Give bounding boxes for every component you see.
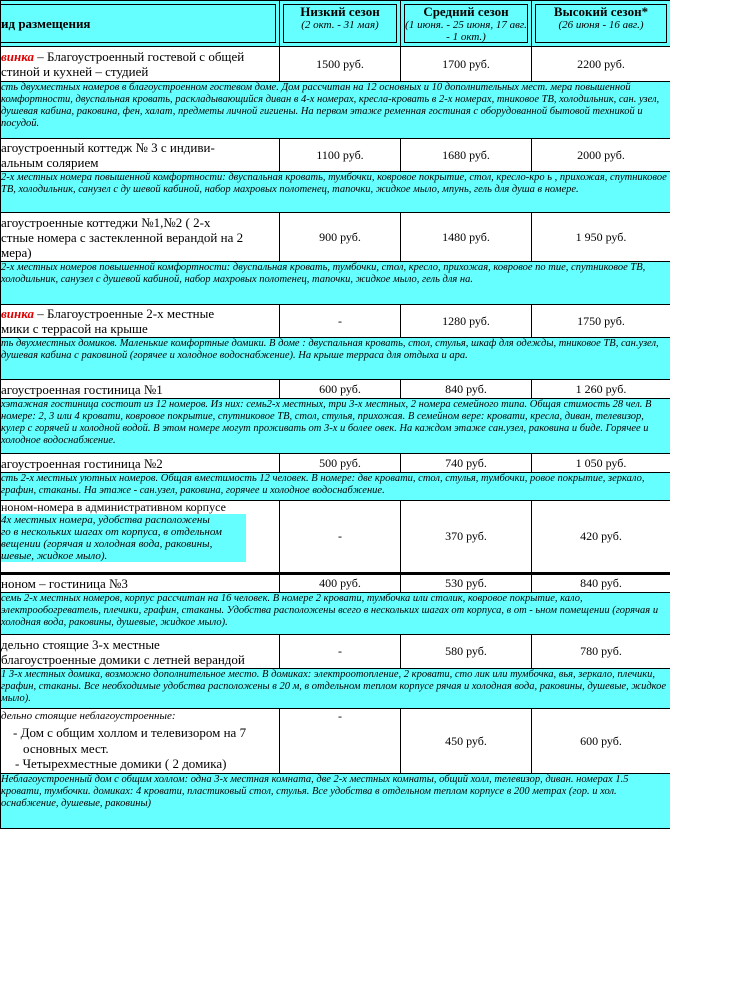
price-high: 2200 руб.: [532, 47, 671, 82]
description-text: хэтажная гостиница состоит из 12 номеров. Из них: семь2-х местных, три 3-х местных, 2 номера семейного типа. Общая стимость 28 чел. В номере: 2, 3 или 4 кровати, ковровое покрытие, спутниковое ТВ, стол, стулья, прихожая. В семейном вере: кровати, кресла, диван, телевизор, кулер с горячей и холодной водой. В этом номере могут проживать от 3-х и более овек. На каждом этаже сан.узел, раковина и биде. Горячее и холодное водоснабжение.: [1, 399, 652, 446]
price-high: 1750 руб.: [532, 305, 671, 338]
name-text: – Благоустроенный гостевой с общей: [34, 49, 245, 64]
price-low: 1500 руб.: [280, 47, 401, 82]
price-high: 840 руб.: [532, 574, 671, 593]
accommodation-name: [1, 305, 280, 338]
price-mid: 1680 руб.: [401, 139, 532, 172]
high-season-title: Высокий сезон*: [553, 4, 649, 19]
high-season-dates: (26 июня - 16 авг.): [558, 19, 644, 31]
name-text: ноном-номера в административном корпусе: [1, 500, 226, 514]
name-highlight: винка: [1, 49, 35, 64]
name-text-line2: - Дом с общим холлом и телевизором на 7: [13, 725, 247, 740]
price-low: 400 руб.: [280, 574, 401, 593]
name-text-line4: - Четырехместные домики ( 2 домика): [15, 756, 227, 771]
description-text: 1 3-х местных домика, возможно дополнительное место. В домиках: электроотопление, 2 кровати, сто лик или тумбочка, вья, зеркало, плечики, графин, стаканы. Все необходимые удобства расположены в 20 м, в отдельном теплом корпусе рячая и холодная вода, раковины, душевые, жидкое мыло).: [1, 669, 667, 704]
mid-season-dates: (1 июня. - 25 июня, 17 авг. - 1 окт.): [405, 19, 527, 43]
description-row: [1, 172, 671, 213]
accommodation-name: [1, 47, 280, 82]
name-text-line3: мера): [1, 244, 32, 260]
accommodation-name: [1, 635, 280, 669]
table-row: [1, 305, 671, 338]
price-high: 1 260 руб.: [532, 380, 671, 399]
description-row: [1, 82, 671, 139]
name-text-line2: альным солярием: [1, 155, 99, 170]
description-text: Неблагоустроенный дом с общим холлом: одна 3-х местная комната, две 2-х местных комнаты, общий холл, телевизор, диван. номерах 1.5 кровати, тумбочки. домиках: 4 кровати, пластиковый стол, стулья. Все удобства в отдельном теплом корпусе в 200 метрах (гор. и хол. оснабжение, душевые, раковины): [1, 774, 629, 809]
header-accommodation-label: ид размещения: [1, 16, 91, 31]
name-text: дельно стоящие неблагоустроенные:: [1, 710, 176, 722]
table-row: [1, 47, 671, 82]
description-row: [1, 338, 671, 380]
mid-season-title: Средний сезон: [423, 4, 509, 19]
price-low: -: [280, 305, 401, 338]
table-row: [1, 380, 671, 399]
price-high: 600 руб.: [532, 709, 671, 774]
name-text-line2: мики с террасой на крыше: [1, 321, 148, 336]
price-mid: 840 руб.: [401, 380, 532, 399]
price-high: 2000 руб.: [532, 139, 671, 172]
description-row: [1, 669, 671, 709]
price-low: -: [280, 501, 401, 574]
low-season-dates: (2 окт. - 31 мая): [301, 19, 379, 31]
accommodation-name: [1, 709, 280, 774]
description-text: 2-х местных номера повышенной комфортности: двуспальная кровать, тумбочки, ковровое покрытие, стол, кресло-кро ь , прихожая, спутниковое ТВ, холодильник, санузел с ду шевой кабиной, набор махровых полотенец, тапочки, жидкое мыло, мпунь, гель для душа в номере.: [1, 172, 667, 195]
description-text: сть двухместных номеров в благоустроенном гостевом доме. Дом рассчитан на 12 основных и 10 дополнительных мест. мера повышенной комфортности, двуспальная кровать, раскладывающийся диван в 4-х номерах, кресла-кровать в 2-х номерах, тниковое ТВ, холодильник, сан. узел, душевая кабина, раковина, фен, халат, предметы личной гигиены. На первом этаже ременная гостиная с оборудованной бытовой техникой и посудой.: [1, 82, 660, 129]
table-row: [1, 454, 671, 473]
table-row: [1, 709, 671, 774]
accommodation-name: ноном – гостиница №3: [1, 574, 280, 593]
price-mid: 580 руб.: [401, 635, 532, 669]
name-text-line3: основных мест.: [23, 741, 109, 756]
table-row: [1, 501, 671, 574]
price-mid: 450 руб.: [401, 709, 532, 774]
name-text-line2: 4х местных номера, удобства расположены: [1, 514, 246, 526]
name-text-line2: стные номера с застекленной верандой на 2: [1, 229, 244, 245]
price-mid: 1280 руб.: [401, 305, 532, 338]
table-row: [1, 213, 671, 262]
header-accommodation: [1, 1, 280, 47]
name-text-line2: стиной и кухней – студией: [1, 64, 149, 79]
name-text-line2: благоустроенные домики с летней верандой: [1, 651, 245, 667]
price-mid: 740 руб.: [401, 454, 532, 473]
name-text-line5: шевые, жидкое мыло).: [1, 550, 246, 562]
accommodation-name: [1, 501, 280, 574]
price-low: -: [280, 709, 401, 774]
name-text-line3: го в нескольких шагах от корпуса, в отдельном: [1, 526, 246, 538]
accommodation-name: [1, 213, 280, 262]
table-row: [1, 574, 671, 593]
name-text: – Благоустроенные 2-х местные: [34, 306, 215, 321]
description-row: [1, 774, 671, 829]
header-low-season: [280, 1, 401, 47]
table-row: [1, 635, 671, 669]
price-mid: 530 руб.: [401, 574, 532, 593]
name-text: агоустроенные коттеджи №1,№2 ( 2-х: [1, 214, 211, 230]
description-text: 2-х местных номеров повышенной комфортности: двуспальная кровать, тумбочки, стол, кресло, прихожая, ковровое по тие, спутниковое ТВ, холодильник, санузел с душевой кабиной, набор махровых полотенец, тапочки, жидкое мыло, гель для на.: [1, 262, 646, 285]
description-row: [1, 593, 671, 635]
description-text: сть 2-х местных уютных номеров. Общая вместимость 12 человек. В номере: две кровати, стол, стулья, тумбочки, ровое покрытие, зеркало, графин, стаканы. На этаже - сан.узел, раковина, горячее и холодное водоснабжение.: [1, 473, 645, 496]
price-mid: 370 руб.: [401, 501, 532, 574]
header-row: [1, 1, 671, 47]
description-text: ть двухместных домиков. Маленькие комфортные домики. В доме : двуспальная кровать, стол, стулья, шкаф для одежды, тниковое ТВ, сан.узел, душевая кабина с раковиной (горячее и холодное водоснабжение). На крыше терраса для отдыха и ара.: [1, 338, 659, 361]
description-text: семь 2-х местных номеров, корпус рассчитан на 16 человек. В номере 2 кровати, тумбочка или столик, ковровое покрытие, кало, электрообогреватель, плечики, графин, стаканы. Удобства расположены всего в нескольких шагах от корпуса, в от - ьном помещении (горячая и холодная вода, раковины, душевые, жидкое мыло).: [1, 593, 659, 628]
name-highlight: винка: [1, 306, 35, 321]
header-high-season: [532, 1, 671, 47]
price-high: 780 руб.: [532, 635, 671, 669]
name-text-line4: вещении (горячая и холодная вода, раковины,: [1, 538, 246, 550]
price-high: 420 руб.: [532, 501, 671, 574]
price-low: 900 руб.: [280, 213, 401, 262]
low-season-title: Низкий сезон: [300, 4, 380, 19]
name-text: агоустроенный коттедж № 3 с индиви-: [1, 140, 215, 155]
price-low: 600 руб.: [280, 380, 401, 399]
price-mid: 1480 руб.: [401, 213, 532, 262]
price-high: 1 050 руб.: [532, 454, 671, 473]
name-text: дельно стоящие 3-х местные: [1, 636, 160, 652]
description-row: [1, 399, 671, 454]
price-low: 500 руб.: [280, 454, 401, 473]
price-high: 1 950 руб.: [532, 213, 671, 262]
price-low: -: [280, 635, 401, 669]
accommodation-name: агоустроенная гостиница №1: [1, 380, 280, 399]
description-row: [1, 473, 671, 501]
accommodation-name: агоустроенная гостиница №2: [1, 454, 280, 473]
price-mid: 1700 руб.: [401, 47, 532, 82]
table-row: [1, 139, 671, 172]
accommodation-name: [1, 139, 280, 172]
price-low: 1100 руб.: [280, 139, 401, 172]
header-mid-season: [401, 1, 532, 47]
description-row: [1, 262, 671, 305]
